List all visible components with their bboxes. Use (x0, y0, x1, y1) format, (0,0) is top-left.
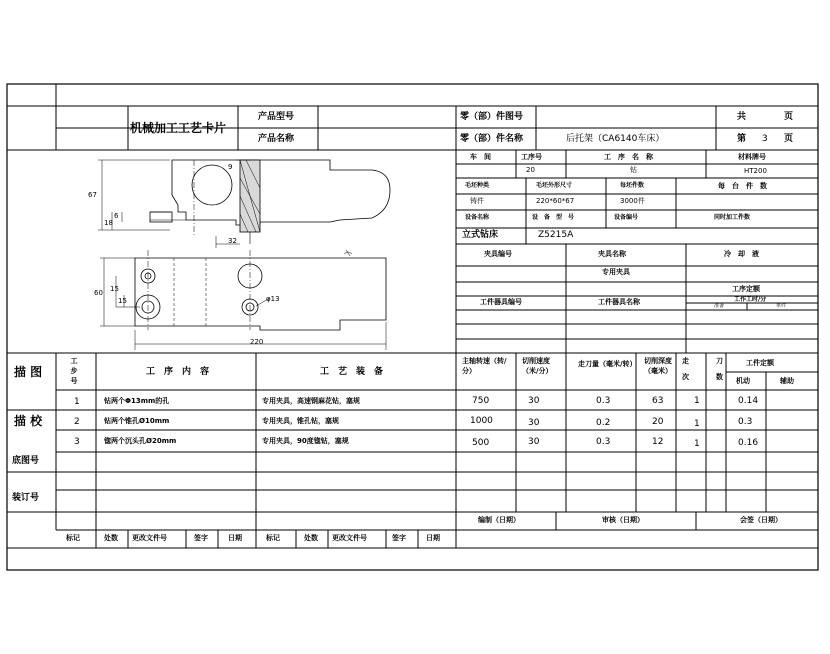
h-step: 工步号 (70, 357, 78, 385)
row-speed: 500 (472, 438, 490, 448)
row-content: 钻两个Φ13mm的孔 (104, 397, 170, 405)
part-drawing-no-label: 零（部）件图号 (460, 112, 524, 122)
time-quota-sub: 工作工时/分 (734, 296, 767, 303)
footer-sign-2: 签字 (392, 534, 406, 542)
dim-9: 9 (228, 163, 233, 171)
equip-name-label: 设备名称 (465, 214, 490, 221)
page-label-1: 第 (737, 134, 747, 144)
dim-phi13: φ13 (266, 295, 280, 303)
row-step: 3 (74, 437, 80, 447)
h-cut-speed: 切削速度（米/分） (522, 357, 553, 375)
process-name-label: 工 序 名 称 (604, 153, 653, 161)
fixture-name-value: 专用夹具 (602, 268, 630, 276)
total-label-2: 页 (784, 112, 794, 122)
prep-label: 准备 (714, 303, 725, 309)
tool-no-label: 工件器具编号 (480, 298, 522, 306)
footer-mark-2: 标记 (266, 534, 280, 542)
page-value: 3 (762, 134, 768, 144)
footer-doc: 更改文件号 (132, 534, 167, 542)
process-name-value: 钻 (630, 166, 637, 174)
coolant-label: 冷 却 液 (724, 250, 759, 258)
footer-countersign: 会签（日期） (740, 516, 782, 524)
part-name-label: 零（部）件名称 (460, 134, 524, 144)
workshop-label: 车 间 (470, 153, 491, 161)
h-speed: 主轴转速（转/分） (462, 357, 507, 375)
side-check: 描 校 (14, 414, 43, 428)
h-machine: 机动 (736, 377, 750, 385)
product-name-label: 产品名称 (258, 134, 295, 144)
h-depth: 切削深度（毫米） (644, 357, 672, 375)
dim-32: 32 (228, 237, 237, 245)
blank-type-label: 毛坯种类 (465, 182, 490, 189)
row-machine: 0.14 (738, 396, 759, 406)
footer-date-2: 日期 (426, 534, 440, 542)
blank-count-value: 3000件 (620, 197, 645, 205)
page-label-2: 页 (784, 134, 794, 144)
material-label: 材料牌号 (738, 153, 766, 161)
row-equip: 专用夹具，高速钢麻花钻，塞规 (262, 397, 360, 405)
row-step: 2 (74, 417, 80, 427)
row-speed: 750 (472, 396, 490, 406)
single-label: 单件 (776, 303, 787, 309)
time-quota-label: 工序定额 (732, 285, 760, 293)
h-passes-1: 走 (682, 357, 689, 365)
footer-place-2: 处数 (304, 534, 318, 542)
card-title: 机械加工工艺卡片 (130, 121, 227, 135)
row-content: 锪两个沉头孔Ø20mm (104, 437, 177, 445)
side-binding-no: 装订号 (12, 493, 40, 503)
row-cut: 30 (528, 418, 540, 428)
footer-review: 审核（日期） (602, 516, 644, 524)
footer-doc-2: 更改文件号 (332, 534, 367, 542)
blank-size-value: 220*60*67 (536, 197, 575, 205)
dim-220: 220 (250, 338, 264, 346)
blank-type-value: 铸件 (470, 197, 484, 205)
fixture-no-label: 夹具编号 (484, 250, 512, 258)
fixture-name-label: 夹具名称 (598, 250, 626, 258)
dim-18: 18 (104, 219, 113, 227)
row-passes: 1 (694, 439, 700, 449)
row-depth: 63 (652, 396, 664, 406)
equip-name-value: 立式钻床 (462, 230, 499, 240)
row-depth: 20 (652, 417, 664, 427)
simul-label: 同时加工件数 (714, 214, 751, 221)
row-cut: 30 (528, 437, 540, 447)
footer-place: 处数 (104, 534, 118, 542)
row-machine: 0.16 (738, 438, 759, 448)
tool-name-label: 工件器具名称 (598, 298, 640, 306)
blank-size-label: 毛坯外形尺寸 (536, 182, 573, 189)
row-speed: 1000 (470, 416, 493, 426)
process-no-label: 工序号 (521, 153, 542, 161)
equip-no-label: 设备编号 (614, 214, 639, 221)
row-feed: 0.3 (596, 396, 611, 406)
equip-model-value: Z5215A (538, 230, 574, 240)
row-cut: 30 (528, 396, 540, 406)
row-equip: 专用夹具，锥孔钻，塞规 (262, 417, 339, 425)
side-drawing: 描 图 (14, 365, 43, 379)
blank-count-label: 每坯件数 (620, 182, 645, 189)
row-depth: 12 (652, 437, 664, 447)
material-value: HT200 (744, 167, 767, 175)
footer-sign: 签字 (194, 534, 208, 542)
row-step: 1 (74, 397, 80, 407)
side-base-no: 底图号 (12, 456, 40, 466)
footer-mark: 标记 (66, 534, 80, 542)
dim-6: 6 (114, 212, 119, 220)
h-quota: 工件定额 (746, 359, 774, 367)
row-passes: 1 (694, 419, 700, 429)
row-equip: 专用夹具，90度锪钻，塞规 (262, 437, 349, 445)
dim-67: 67 (88, 191, 97, 199)
pieces-label: 每 台 件 数 (718, 182, 767, 190)
part-drawing (98, 160, 390, 350)
footer-date: 日期 (228, 534, 242, 542)
row-passes: 1 (694, 396, 700, 406)
h-content: 工 序 内 容 (146, 367, 210, 377)
equip-model-label: 设 备 型 号 (532, 214, 575, 221)
row-machine: 0.3 (738, 417, 753, 427)
dim-15b: 15 (118, 297, 127, 305)
h-equipment: 工 艺 装 备 (320, 367, 384, 377)
h-tool-1: 刀 (716, 357, 723, 365)
row-content: 钻两个锥孔Ø10mm (104, 417, 170, 425)
dim-60: 60 (94, 289, 103, 297)
product-model-label: 产品型号 (258, 112, 295, 122)
dim-15a: 15 (110, 285, 119, 293)
h-tool-2: 数 (716, 373, 723, 381)
row-feed: 0.2 (596, 418, 611, 428)
total-label-1: 共 (737, 112, 747, 122)
footer-compile: 编制（日期） (478, 516, 520, 524)
process-no-value: 20 (526, 166, 535, 174)
row-feed: 0.3 (596, 437, 611, 447)
h-passes-2: 次 (682, 373, 689, 381)
h-aux: 辅助 (780, 377, 794, 385)
part-name-value: 后托架（CA6140车床） (566, 134, 665, 144)
h-feed: 走刀量（毫米/转） (578, 360, 637, 368)
